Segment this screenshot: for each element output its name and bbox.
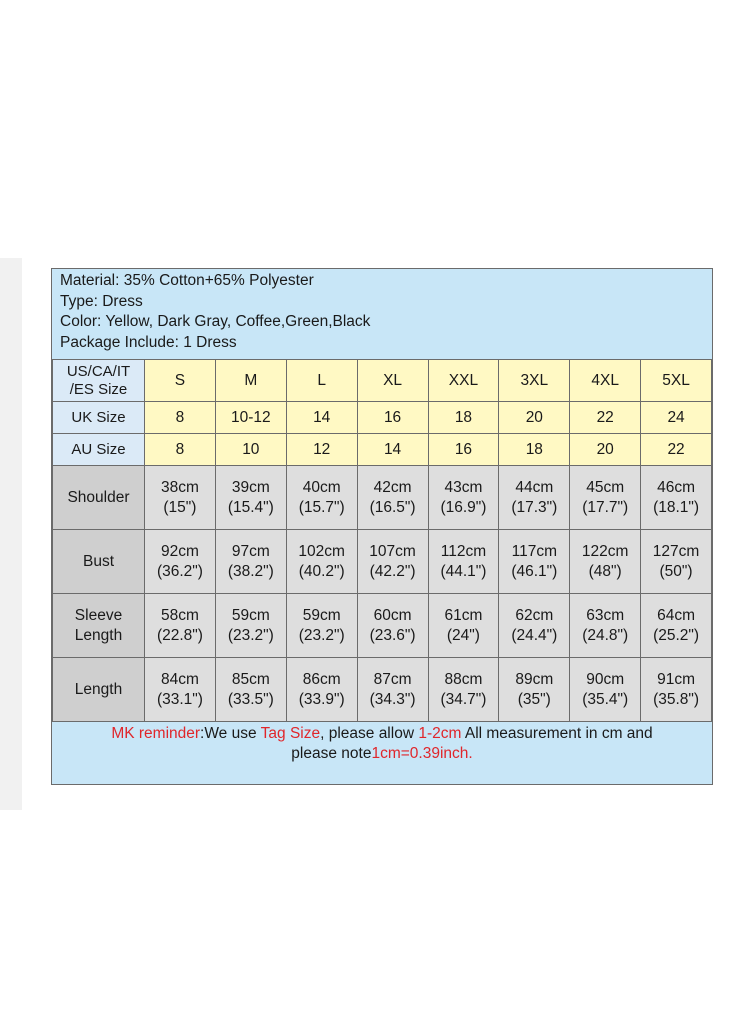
inch-value: (50"): [659, 562, 693, 580]
inch-value: (23.2"): [298, 626, 345, 644]
inch-value: (33.9"): [298, 690, 345, 708]
inch-value: (22.8"): [156, 626, 203, 644]
cm-value: 62cm: [515, 606, 554, 624]
measurement-cell: [286, 658, 357, 722]
inch-value: (33.5"): [227, 690, 274, 708]
measurement-cell: [145, 658, 216, 722]
inch-value: (15"): [163, 498, 197, 516]
measurement-cell: [428, 530, 499, 594]
size-cell: 18: [428, 402, 499, 434]
row-label: [53, 658, 145, 722]
reminder-label: MK reminder: [111, 725, 201, 742]
measurement-cell: [145, 594, 216, 658]
measurement-cell: [641, 594, 712, 658]
measurement-cell: [428, 466, 499, 530]
cm-value: 84cm: [160, 670, 199, 688]
cm-value: 92cm: [160, 542, 199, 560]
inch-value: (24.4"): [511, 626, 558, 644]
cm-value: 89cm: [515, 670, 554, 688]
size-row: [53, 434, 712, 466]
tolerance-text: 1-2cm: [418, 725, 462, 742]
measurement-cell: [499, 594, 570, 658]
size-cell: 8: [145, 434, 216, 466]
size-cell: 10-12: [215, 402, 286, 434]
measurement-cell: [357, 530, 428, 594]
tag-size-text: Tag Size: [260, 725, 321, 742]
cm-value: 112cm: [440, 542, 487, 560]
size-cell: 3XL: [499, 360, 570, 402]
measurement-cell: [286, 530, 357, 594]
row-label-line: Length: [74, 680, 123, 698]
size-cell: L: [286, 360, 357, 402]
size-cell: 22: [641, 434, 712, 466]
inch-value: (33.1"): [156, 690, 203, 708]
measurement-cell: [357, 594, 428, 658]
measurement-cell: [428, 594, 499, 658]
inch-value: (15.4"): [227, 498, 274, 516]
inch-value: (35"): [517, 690, 551, 708]
cm-value: 59cm: [302, 606, 341, 624]
size-cell: 22: [570, 402, 641, 434]
reminder-text-4: please note: [291, 745, 372, 762]
measurement-cell: [357, 658, 428, 722]
product-info: [52, 269, 712, 359]
measurement-cell: [641, 658, 712, 722]
measurement-cell: [641, 466, 712, 530]
package-line: Package Include: 1 Dress: [60, 333, 237, 351]
reminder-text-1: :We use: [200, 725, 261, 742]
row-label: AU Size: [53, 434, 145, 466]
measurement-cell: [215, 658, 286, 722]
measurement-cell: [286, 594, 357, 658]
inch-value: (46.1"): [511, 562, 558, 580]
size-row: [53, 360, 712, 402]
row-label-line: Shoulder: [67, 488, 130, 506]
cm-value: 43cm: [444, 478, 483, 496]
row-label: [53, 360, 145, 402]
row-label: [53, 594, 145, 658]
measurement-row: [53, 466, 712, 530]
measurement-cell: [215, 594, 286, 658]
inch-value: (17.7"): [582, 498, 629, 516]
cm-value: 64cm: [657, 606, 696, 624]
inch-value: (35.8"): [653, 690, 700, 708]
inch-value: (16.5"): [369, 498, 416, 516]
cm-value: 40cm: [302, 478, 341, 496]
size-cell: XL: [357, 360, 428, 402]
inch-value: (25.2"): [653, 626, 700, 644]
measurement-cell: [145, 466, 216, 530]
size-cell: XXL: [428, 360, 499, 402]
measurement-row: [53, 594, 712, 658]
inch-value: (44.1"): [440, 562, 487, 580]
measurement-cell: [570, 466, 641, 530]
reminder-text-2: , please allow: [320, 725, 419, 742]
measurement-cell: [357, 466, 428, 530]
size-cell: 18: [499, 434, 570, 466]
reminder-note: [52, 722, 712, 784]
inch-value: (23.6"): [369, 626, 416, 644]
reminder-text-3: All measurement in cm and: [461, 725, 653, 742]
cm-value: 102cm: [298, 542, 345, 560]
cm-value: 59cm: [231, 606, 270, 624]
cm-value: 85cm: [231, 670, 270, 688]
cm-value: 122cm: [581, 542, 629, 560]
color-line: Color: Yellow, Dark Gray, Coffee,Green,Black: [60, 313, 371, 330]
inch-value: (16.9"): [440, 498, 487, 516]
inch-value: (17.3"): [511, 498, 558, 516]
measurement-row: [53, 658, 712, 722]
inch-value: (24"): [446, 626, 480, 644]
cm-value: 61cm: [444, 606, 483, 624]
conversion-text: 1cm=0.39inch.: [371, 745, 473, 762]
cm-value: 63cm: [586, 606, 625, 624]
type-line: Type: Dress: [60, 292, 143, 310]
material-line: Material: 35% Cotton+65% Polyester: [60, 272, 314, 289]
size-table: [52, 359, 712, 722]
cm-value: 127cm: [652, 542, 700, 560]
left-edge-strip: [0, 258, 22, 810]
measurement-cell: [145, 530, 216, 594]
measurement-cell: [499, 466, 570, 530]
inch-value: (34.7"): [440, 690, 487, 708]
size-cell: S: [145, 360, 216, 402]
cm-value: 88cm: [444, 670, 483, 688]
size-cell: 16: [428, 434, 499, 466]
row-label-line: Sleeve: [74, 606, 123, 624]
cm-value: 91cm: [657, 670, 696, 688]
cm-value: 39cm: [231, 478, 270, 496]
measurement-row: [53, 530, 712, 594]
inch-value: (36.2"): [156, 562, 203, 580]
size-cell: 5XL: [641, 360, 712, 402]
size-cell: 14: [357, 434, 428, 466]
inch-value: (40.2"): [298, 562, 345, 580]
cm-value: 45cm: [586, 478, 625, 496]
measurement-cell: [570, 530, 641, 594]
cm-value: 46cm: [657, 478, 696, 496]
measurement-cell: [499, 530, 570, 594]
size-chart: [51, 268, 713, 785]
size-cell: 24: [641, 402, 712, 434]
row-label: [53, 466, 145, 530]
cm-value: 107cm: [369, 542, 416, 560]
cm-value: 97cm: [231, 542, 270, 560]
row-label-line: /ES Size: [69, 380, 128, 398]
size-cell: 20: [499, 402, 570, 434]
measurement-cell: [499, 658, 570, 722]
inch-value: (48"): [588, 562, 622, 580]
inch-value: (35.4"): [582, 690, 629, 708]
cm-value: 42cm: [373, 478, 412, 496]
cm-value: 58cm: [160, 606, 199, 624]
measurement-cell: [215, 530, 286, 594]
measurement-cell: [215, 466, 286, 530]
row-label-line: Bust: [82, 552, 114, 570]
size-row: [53, 402, 712, 434]
cm-value: 117cm: [511, 542, 557, 560]
measurement-cell: [570, 658, 641, 722]
cm-value: 86cm: [302, 670, 341, 688]
row-label: UK Size: [53, 402, 145, 434]
cm-value: 44cm: [515, 478, 554, 496]
inch-value: (15.7"): [298, 498, 345, 516]
size-cell: 4XL: [570, 360, 641, 402]
size-cell: 12: [286, 434, 357, 466]
size-cell: 14: [286, 402, 357, 434]
measurement-cell: [286, 466, 357, 530]
measurement-cell: [570, 594, 641, 658]
measurement-cell: [428, 658, 499, 722]
row-label: [53, 530, 145, 594]
inch-value: (34.3"): [369, 690, 416, 708]
size-cell: 20: [570, 434, 641, 466]
cm-value: 90cm: [586, 670, 625, 688]
inch-value: (24.8"): [582, 626, 629, 644]
cm-value: 38cm: [160, 478, 199, 496]
inch-value: (23.2"): [227, 626, 274, 644]
row-label-line: Length: [74, 626, 123, 644]
inch-value: (18.1"): [653, 498, 700, 516]
size-cell: 8: [145, 402, 216, 434]
row-label-line: US/CA/IT: [66, 362, 131, 380]
inch-value: (38.2"): [227, 562, 274, 580]
size-cell: M: [215, 360, 286, 402]
size-cell: 10: [215, 434, 286, 466]
size-cell: 16: [357, 402, 428, 434]
measurement-cell: [641, 530, 712, 594]
cm-value: 60cm: [373, 606, 412, 624]
inch-value: (42.2"): [369, 562, 416, 580]
cm-value: 87cm: [373, 670, 412, 688]
